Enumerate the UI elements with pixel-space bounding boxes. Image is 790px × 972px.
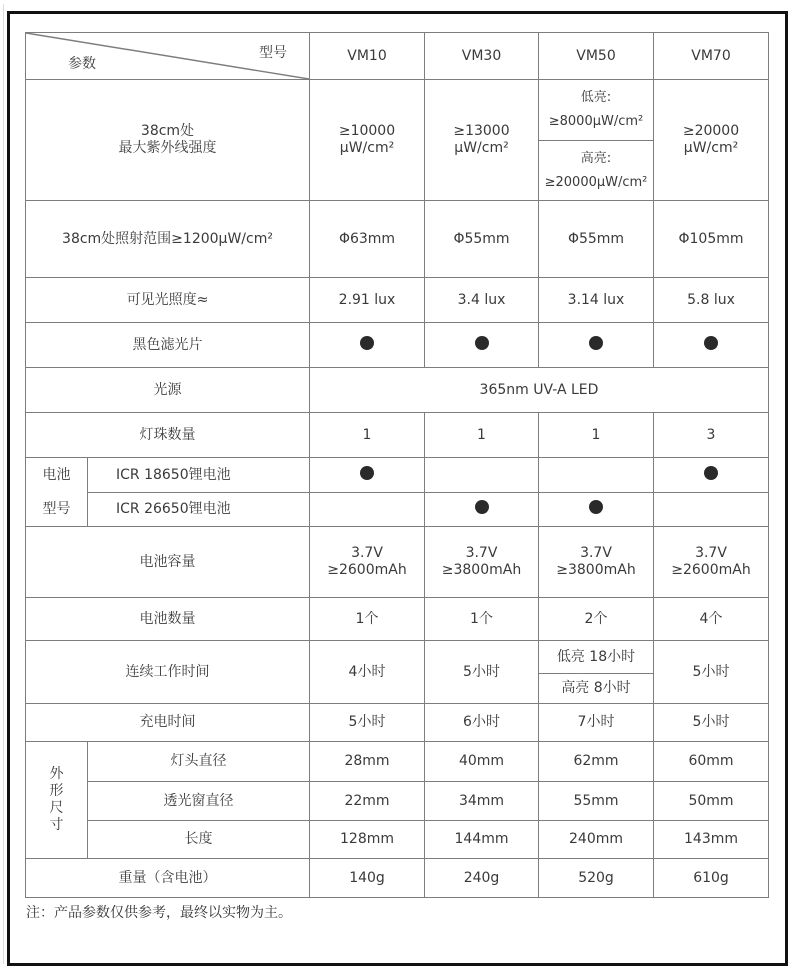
- led-count-row: [26, 413, 769, 458]
- head-diameter-label: 灯头直径: [88, 742, 310, 782]
- weight-row: [26, 859, 769, 898]
- led-count-vm10: 1: [310, 413, 425, 458]
- battery-type-group-label: 电池 型号: [26, 458, 88, 527]
- weight-vm10: 140g: [310, 859, 425, 898]
- battery-18650-vm50: [539, 458, 654, 493]
- light-source-label: 光源: [26, 368, 310, 413]
- black-filter-vm50: [539, 323, 654, 368]
- spec-table: [25, 32, 769, 898]
- charge-time-row: [26, 704, 769, 742]
- window-diameter-vm30: 34mm: [425, 782, 539, 821]
- visible-light-vm50: 3.14 lux: [539, 278, 654, 323]
- weight-vm70: 610g: [654, 859, 769, 898]
- runtime-vm50-high: 高亮 8小时: [539, 674, 654, 704]
- black-filter-row: [26, 323, 769, 368]
- model-corner-label: 型号: [259, 45, 287, 61]
- max-uv-row: [26, 80, 769, 141]
- window-diameter-vm10: 22mm: [310, 782, 425, 821]
- capacity-vm50: 3.7V ≥3800mAh: [539, 527, 654, 598]
- led-count-vm30: 1: [425, 413, 539, 458]
- battery-26650-vm70: [654, 493, 769, 527]
- battery-18650-vm70: [654, 458, 769, 493]
- battery-count-vm70: 4个: [654, 598, 769, 641]
- battery-type-18650-label: ICR 18650锂电池: [88, 458, 310, 493]
- led-count-vm50: 1: [539, 413, 654, 458]
- irradiation-vm50: Φ55mm: [539, 201, 654, 278]
- battery-count-vm10: 1个: [310, 598, 425, 641]
- runtime-vm10: 4小时: [310, 641, 425, 704]
- visible-light-label: 可见光照度≈: [26, 278, 310, 323]
- visible-light-vm70: 5.8 lux: [654, 278, 769, 323]
- dimensions-group-label: 外 形 尺 寸: [26, 742, 88, 859]
- capacity-vm70: 3.7V ≥2600mAh: [654, 527, 769, 598]
- dot-icon: [360, 336, 374, 350]
- length-vm70: 143mm: [654, 821, 769, 859]
- charge-time-vm70: 5小时: [654, 704, 769, 742]
- battery-type-26650-label: ICR 26650锂电池: [88, 493, 310, 527]
- visible-light-row: [26, 278, 769, 323]
- runtime-label: 连续工作时间: [26, 641, 310, 704]
- length-vm50: 240mm: [539, 821, 654, 859]
- light-source-value: 365nm UV-A LED: [310, 368, 769, 413]
- battery-count-row: [26, 598, 769, 641]
- dot-icon: [589, 500, 603, 514]
- irradiation-vm70: Φ105mm: [654, 201, 769, 278]
- diagonal-header-cell: [26, 33, 310, 80]
- window-diameter-vm70: 50mm: [654, 782, 769, 821]
- battery-18650-vm30: [425, 458, 539, 493]
- black-filter-vm30: [425, 323, 539, 368]
- weight-label: 重量（含电池）: [26, 859, 310, 898]
- battery-count-vm50: 2个: [539, 598, 654, 641]
- page-edge-line: [3, 4, 4, 964]
- model-header-vm50: VM50: [539, 33, 654, 80]
- charge-time-vm50: 7小时: [539, 704, 654, 742]
- max-uv-vm30: ≥13000 μW/cm²: [425, 80, 539, 201]
- model-header-vm30: VM30: [425, 33, 539, 80]
- dot-icon: [475, 500, 489, 514]
- black-filter-vm10: [310, 323, 425, 368]
- model-header-vm70: VM70: [654, 33, 769, 80]
- visible-light-vm30: 3.4 lux: [425, 278, 539, 323]
- battery-18650-vm10: [310, 458, 425, 493]
- led-count-vm70: 3: [654, 413, 769, 458]
- dot-icon: [704, 466, 718, 480]
- dot-icon: [589, 336, 603, 350]
- light-source-row: [26, 368, 769, 413]
- charge-time-label: 充电时间: [26, 704, 310, 742]
- runtime-vm30: 5小时: [425, 641, 539, 704]
- charge-time-vm10: 5小时: [310, 704, 425, 742]
- runtime-vm50-low: 低亮 18小时: [539, 641, 654, 674]
- length-vm10: 128mm: [310, 821, 425, 859]
- battery-capacity-label: 电池容量: [26, 527, 310, 598]
- length-label: 长度: [88, 821, 310, 859]
- capacity-vm30: 3.7V ≥3800mAh: [425, 527, 539, 598]
- head-diameter-vm50: 62mm: [539, 742, 654, 782]
- black-filter-label: 黑色滤光片: [26, 323, 310, 368]
- battery-26650-vm10: [310, 493, 425, 527]
- battery-capacity-row: [26, 527, 769, 598]
- weight-vm50: 520g: [539, 859, 654, 898]
- battery-26650-vm30: [425, 493, 539, 527]
- battery-type-row-2: [26, 493, 769, 527]
- window-diameter-label: 透光窗直径: [88, 782, 310, 821]
- header-row: [26, 33, 769, 80]
- led-count-label: 灯珠数量: [26, 413, 310, 458]
- max-uv-vm10: ≥10000 μW/cm²: [310, 80, 425, 201]
- battery-26650-vm50: [539, 493, 654, 527]
- max-uv-vm50-high: 高亮: ≥20000μW/cm²: [539, 141, 654, 201]
- weight-vm30: 240g: [425, 859, 539, 898]
- head-diameter-vm10: 28mm: [310, 742, 425, 782]
- max-uv-vm70: ≥20000 μW/cm²: [654, 80, 769, 201]
- capacity-vm10: 3.7V ≥2600mAh: [310, 527, 425, 598]
- model-header-vm10: VM10: [310, 33, 425, 80]
- head-diameter-row: [26, 742, 769, 782]
- battery-type-row-1: [26, 458, 769, 493]
- head-diameter-vm30: 40mm: [425, 742, 539, 782]
- visible-light-vm10: 2.91 lux: [310, 278, 425, 323]
- runtime-vm70: 5小时: [654, 641, 769, 704]
- length-vm30: 144mm: [425, 821, 539, 859]
- black-filter-vm70: [654, 323, 769, 368]
- battery-count-vm30: 1个: [425, 598, 539, 641]
- footnote: 注：产品参数仅供参考，最终以实物为主。: [26, 905, 292, 921]
- dot-icon: [704, 336, 718, 350]
- charge-time-vm30: 6小时: [425, 704, 539, 742]
- dot-icon: [360, 466, 374, 480]
- irradiation-vm10: Φ63mm: [310, 201, 425, 278]
- dot-icon: [475, 336, 489, 350]
- length-row: [26, 821, 769, 859]
- window-diameter-row: [26, 782, 769, 821]
- head-diameter-vm70: 60mm: [654, 742, 769, 782]
- irradiation-range-row: [26, 201, 769, 278]
- battery-count-label: 电池数量: [26, 598, 310, 641]
- window-diameter-vm50: 55mm: [539, 782, 654, 821]
- irradiation-range-label: 38cm处照射范围≥1200μW/cm²: [26, 201, 310, 278]
- max-uv-vm50-low: 低亮: ≥8000μW/cm²: [539, 80, 654, 141]
- irradiation-vm30: Φ55mm: [425, 201, 539, 278]
- param-corner-label: 参数: [68, 56, 96, 73]
- max-uv-label: 38cm处 最大紫外线强度: [26, 80, 310, 201]
- runtime-row-1: [26, 641, 769, 674]
